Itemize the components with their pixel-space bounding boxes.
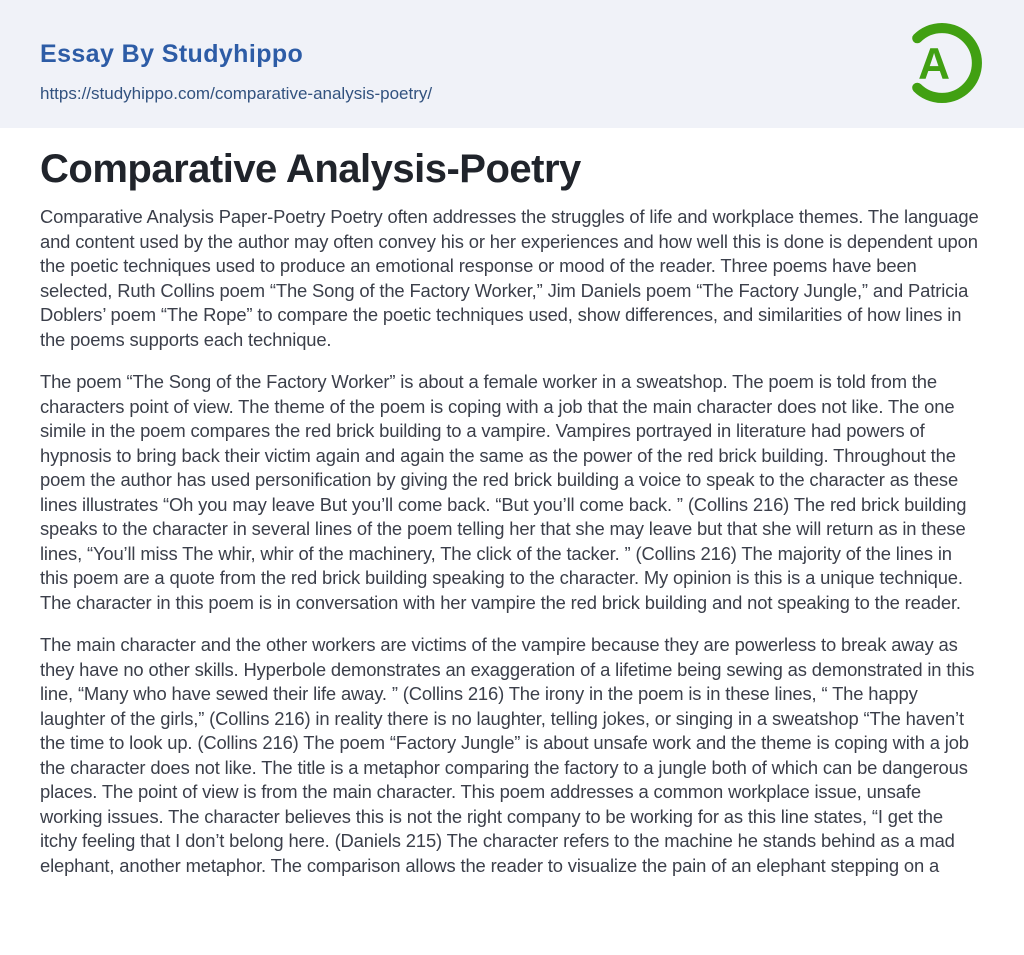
essay-url-link[interactable]: https://studyhippo.com/comparative-analysis-poetry/ (40, 84, 433, 103)
essay-paragraph: Comparative Analysis Paper-Poetry Poetry often addresses the struggles of life and workplace themes. The language and content used by the author may often convey his or her experiences and how well this is done is dependent upon the poetic techniques used to produce an emotional response or mood of the reader. Three poems have been selected, Ruth Collins poem “The Song of the Factory Worker,” Jim Daniels poem “The Factory Jungle,” and Patricia Doblers’ poem “The Rope” to compare the poetic techniques used, show differences, and similarities of how lines in the poems supports each technique. (40, 206, 979, 350)
essay-paragraph: The poem “The Song of the Factory Worker” is about a female worker in a sweatshop. The poem is told from the characters point of view. The theme of the poem is coping with a job that the main character does not like. The one simile in the poem compares the red brick building to a vampire. Vampires portrayed in literature had powers of hypnosis to bring back their victim again and again the same as the power of the red brick building. Throughout the poem the author has used personification by giving the red brick building a voice to speak to the character as these lines illustrates “Oh you may leave But you’ll come back. “But you’ll come back. ” (Collins 216) The red brick building speaks to the character in several lines of the poem telling her that she may leave but that she will return as in these lines, “You’ll miss The whir, whir of the machinery, The click of the tacker. ” (Collins 216) The majority of the lines in this poem are a quote from the red brick building speaking to the character. My opinion is this is a unique technique. The character in this poem is in conversation with her vampire the red brick building and not speaking to the reader. (40, 371, 967, 613)
logo-letter: A (918, 40, 950, 90)
page-title: Comparative Analysis-Poetry (40, 147, 581, 191)
essay-content (0, 128, 1024, 878)
page-header (0, 0, 1024, 128)
studyhippo-logo (896, 17, 988, 109)
site-title: Essay By Studyhippo (40, 40, 304, 68)
logo-arc-icon (896, 17, 988, 109)
essay-paragraph: The main character and the other workers are victims of the vampire because they are powerless to break away as they have no other skills. Hyperbole demonstrates an exaggeration of a lifetime being sewing as demonstrated in this line, “Many who have sewed their life away. ” (Collins 216) The irony in the poem is in these lines, “ The happy laughter of the girls,” (Collins 216) in reality there is no laughter, telling jokes, or singing in a sweatshop “The haven’t the time to look up. (Collins 216) The poem “Factory Jungle” is about unsafe work and the theme is coping with a job the character does not like. The title is a metaphor comparing the factory to a jungle both of which can be dangerous places. The point of view is from the main character. This poem addresses a common workplace issue, unsafe working issues. The character believes this is not the right company to be working for as this line states, “I get the itchy feeling that I don’t belong here. (Daniels 215) The character refers to the machine he stands behind as a mad elephant, another metaphor. The comparison allows the reader to visualize the pain of an elephant stepping on a (40, 634, 975, 876)
header-text-block (40, 24, 432, 104)
